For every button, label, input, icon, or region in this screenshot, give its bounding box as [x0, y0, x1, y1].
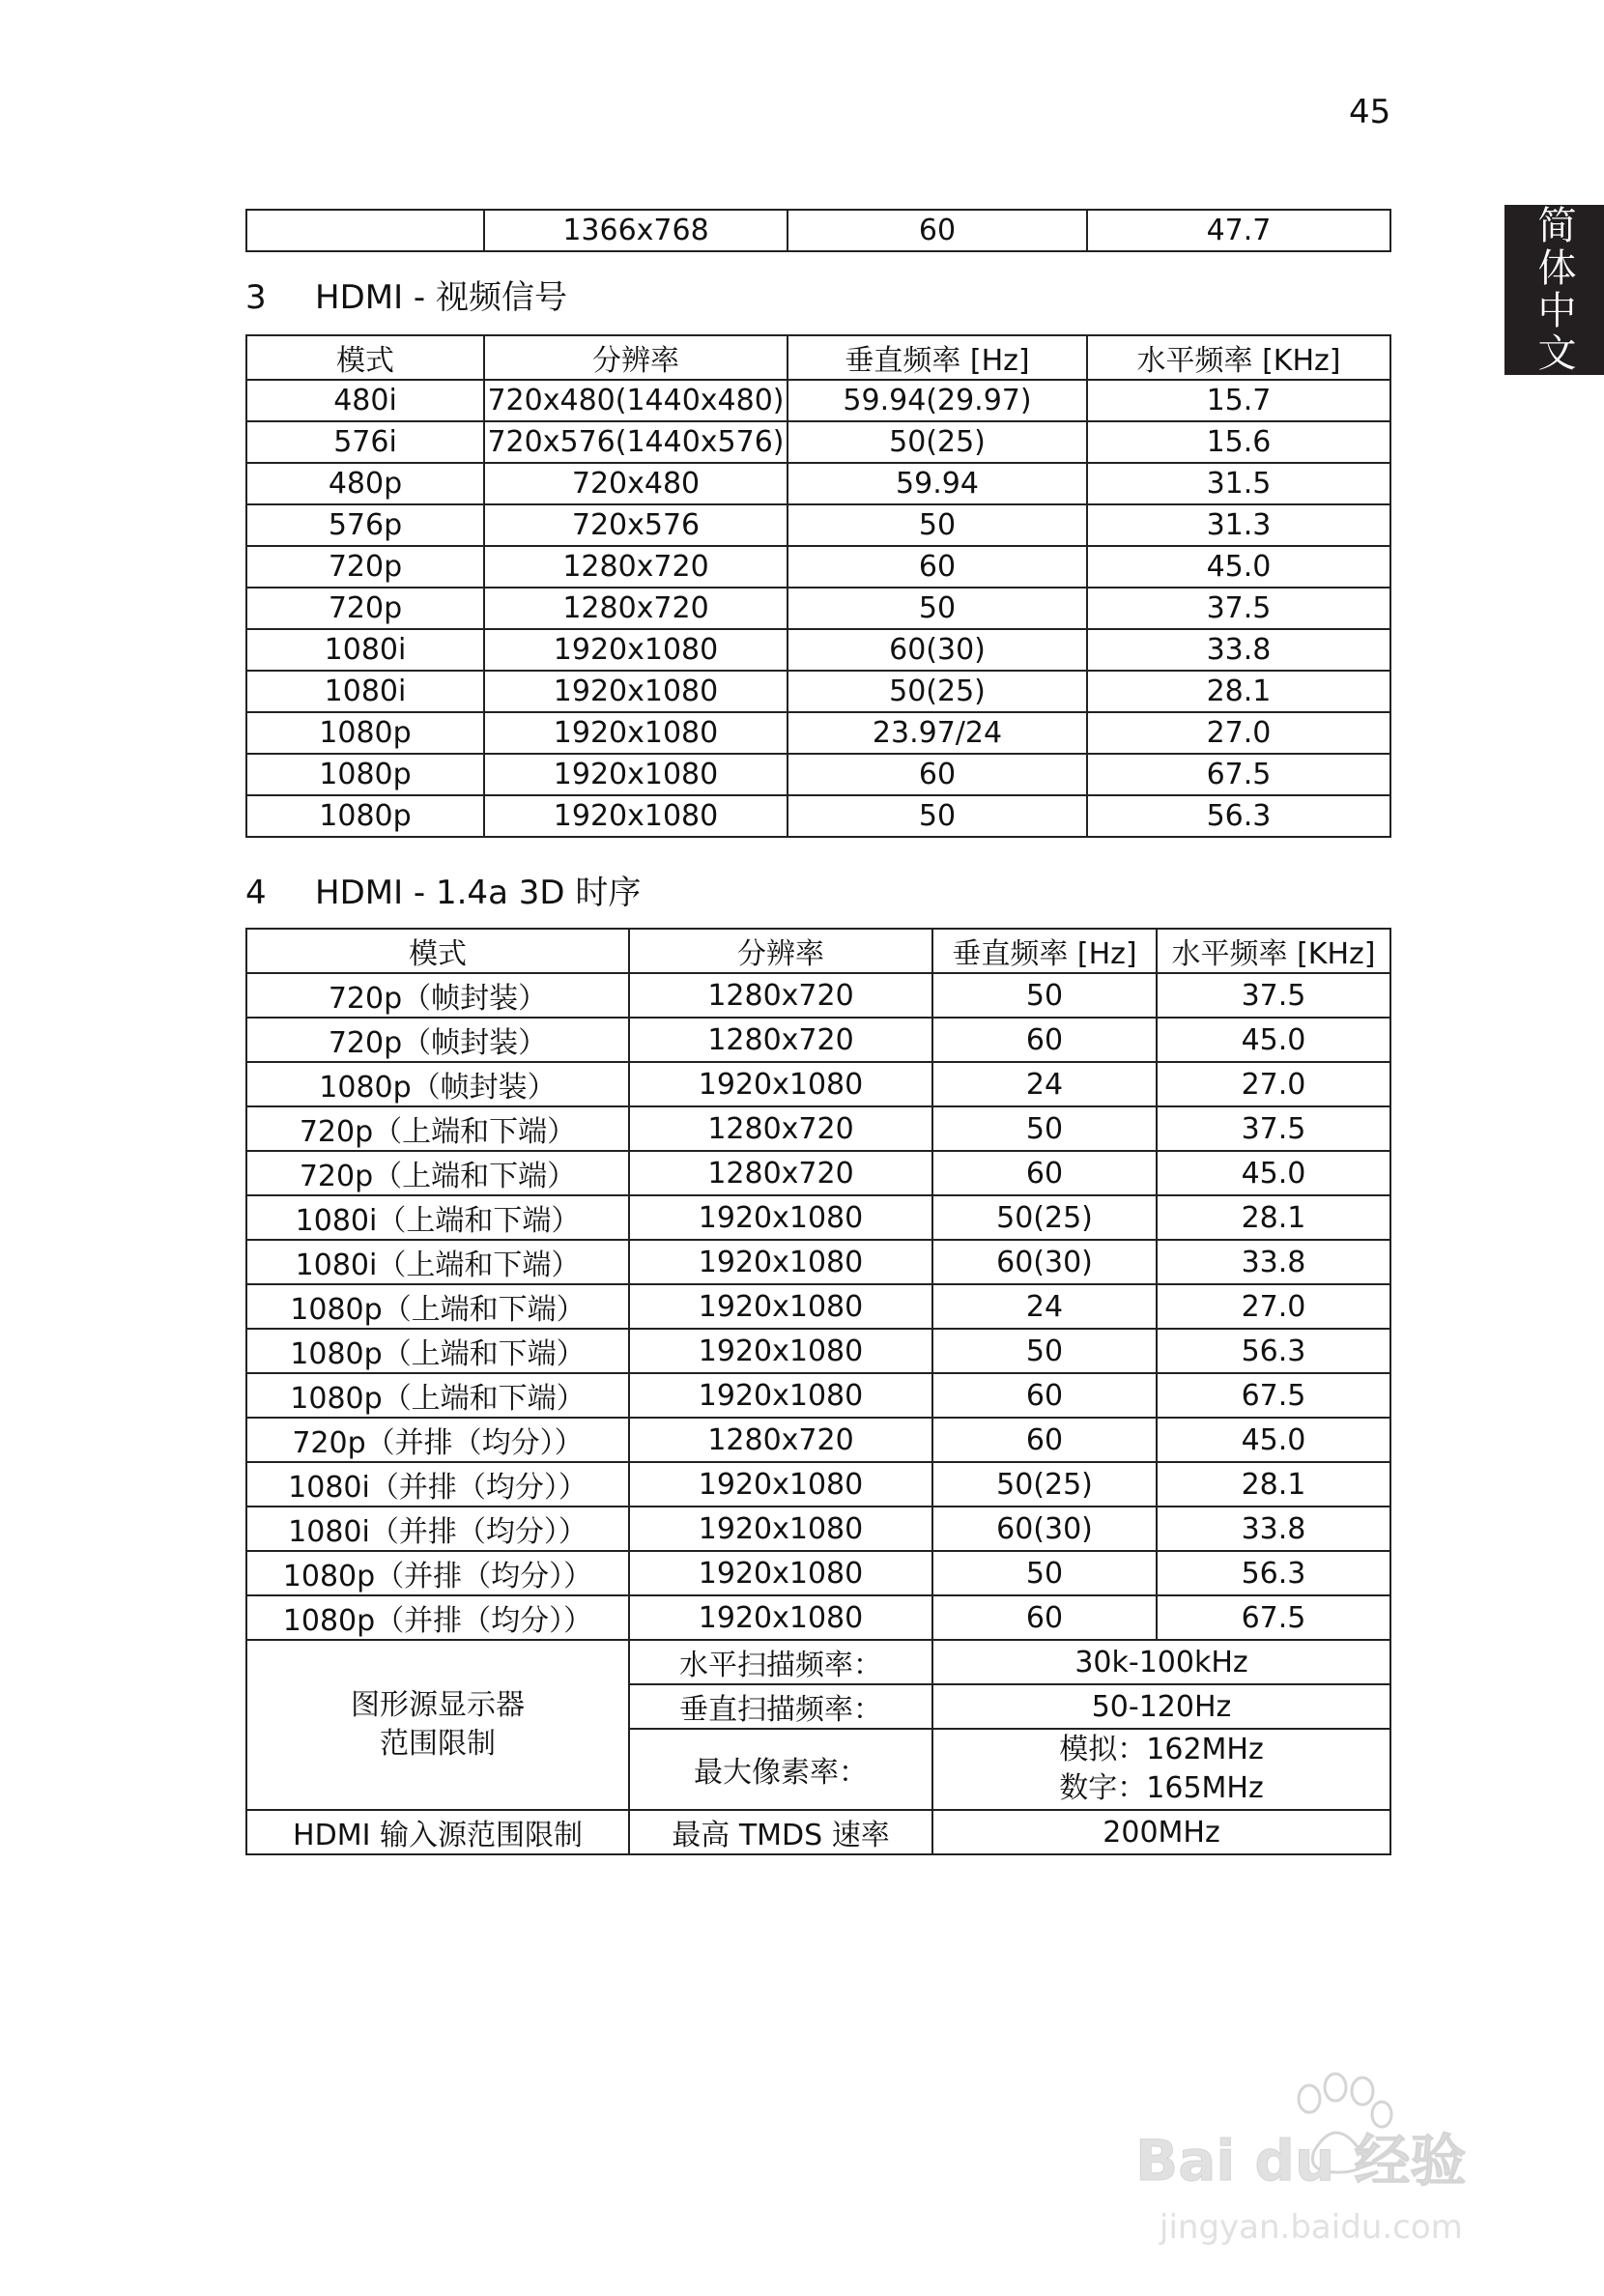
table-cell: 60: [788, 210, 1087, 251]
table-cell: 1920x1080: [629, 1373, 932, 1418]
table-cell: 1080p: [246, 795, 484, 837]
table-row: [246, 973, 1390, 1018]
table-row: [246, 754, 1390, 795]
table-cell: 1080i（上端和下端）: [246, 1240, 629, 1284]
table-cell: 60(30): [788, 629, 1087, 671]
table-cell: 27.0: [1157, 1062, 1390, 1106]
table-row: [246, 1418, 1390, 1462]
table-cell: 1920x1080: [629, 1195, 932, 1240]
table-cell: 37.5: [1157, 973, 1390, 1018]
table-cell: 67.5: [1157, 1595, 1390, 1640]
table-cell: 1080p（上端和下端）: [246, 1284, 629, 1329]
pixel-rate-value: [932, 1729, 1390, 1810]
table-cell: 720p（上端和下端）: [246, 1151, 629, 1195]
table-cell: 45.0: [1157, 1418, 1390, 1462]
table-cell: 1080i（并排（均分））: [246, 1507, 629, 1551]
table-cell: 60: [932, 1151, 1157, 1195]
language-side-tab: [1504, 205, 1604, 375]
table-cell: 47.7: [1087, 210, 1390, 251]
table-cell: 60: [932, 1418, 1157, 1462]
table-cell: 50: [788, 504, 1087, 546]
table-cell: 1920x1080: [484, 671, 788, 712]
table-cell: 1280x720: [629, 1418, 932, 1462]
table-cell: 576p: [246, 504, 484, 546]
hdmi-video-signal-table: [245, 334, 1391, 838]
table-cell: 1280x720: [484, 588, 788, 629]
table-cell: 1920x1080: [484, 712, 788, 754]
table-cell: 31.5: [1087, 463, 1390, 504]
graphics-source-limit-label-line: 范围限制: [380, 1727, 496, 1761]
table-cell: 720p: [246, 546, 484, 588]
table-cell: 1920x1080: [629, 1551, 932, 1595]
table-cell: 1080i（并排（均分））: [246, 1462, 629, 1507]
table-cell: 1280x720: [629, 973, 932, 1018]
table-cell: 1920x1080: [629, 1462, 932, 1507]
table-cell: 50: [788, 795, 1087, 837]
table-cell: 720p（上端和下端）: [246, 1106, 629, 1151]
table-cell: 50(25): [932, 1195, 1157, 1240]
table-cell: 1920x1080: [629, 1062, 932, 1106]
hdmi-limit-label: HDMI 输入源范围限制: [246, 1810, 629, 1854]
continued-timing-table: [245, 209, 1391, 252]
table-row: [246, 463, 1390, 504]
table-cell: 56.3: [1087, 795, 1390, 837]
table-cell: 24: [932, 1062, 1157, 1106]
table-cell: 50(25): [932, 1462, 1157, 1507]
table-cell: 576i: [246, 421, 484, 463]
column-header: 模式: [246, 335, 484, 380]
table-cell: 37.5: [1087, 588, 1390, 629]
table-row: [246, 1810, 1390, 1854]
table-cell: 1080p（并排（均分））: [246, 1551, 629, 1595]
table-cell: 1920x1080: [629, 1240, 932, 1284]
table-header-row: [246, 929, 1390, 973]
table-cell: 1280x720: [629, 1018, 932, 1062]
table-cell: 1080p: [246, 712, 484, 754]
tmds-value: 200MHz: [932, 1810, 1390, 1854]
column-header: 分辨率: [629, 929, 932, 973]
table-cell: 1920x1080: [629, 1284, 932, 1329]
range-limits: [246, 1640, 1390, 1854]
table-cell: 50: [932, 1329, 1157, 1373]
watermark-brand: Bai du 经验: [1135, 2128, 1467, 2194]
section-title: HDMI - 视频信号: [315, 278, 567, 317]
table-cell: 60: [932, 1373, 1157, 1418]
table-cell: 60(30): [932, 1240, 1157, 1284]
pixel-rate-digital: 数字：165MHz: [1059, 1771, 1264, 1805]
table-cell: 23.97/24: [788, 712, 1087, 754]
table-row: [246, 1284, 1390, 1329]
table-cell: 1920x1080: [629, 1595, 932, 1640]
table-cell: 67.5: [1157, 1373, 1390, 1418]
table-row: [246, 421, 1390, 463]
table-row: [246, 1373, 1390, 1418]
table-cell: 720p（并排（均分））: [246, 1418, 629, 1462]
table-cell: 480p: [246, 463, 484, 504]
section-number: 4: [245, 874, 267, 912]
table-cell: 1080p（上端和下端）: [246, 1329, 629, 1373]
table-row: [246, 671, 1390, 712]
watermark-url: jingyan.baidu.com: [1160, 2208, 1463, 2247]
table-cell: 1280x720: [484, 546, 788, 588]
table-row: [246, 504, 1390, 546]
table-row: [246, 1106, 1390, 1151]
table-cell: 33.8: [1087, 629, 1390, 671]
table-cell: 45.0: [1087, 546, 1390, 588]
table-row: [246, 629, 1390, 671]
table-cell: 50: [932, 973, 1157, 1018]
table-body: [246, 973, 1390, 1640]
table-cell: 1920x1080: [484, 754, 788, 795]
section-title: HDMI - 1.4a 3D 时序: [315, 874, 642, 912]
tmds-label: 最高 TMDS 速率: [629, 1810, 932, 1854]
table-body: [246, 380, 1390, 837]
table-row: [246, 712, 1390, 754]
section-number: 3: [245, 278, 267, 317]
table-cell: 59.94(29.97): [788, 380, 1087, 421]
graphics-source-limit-label: [246, 1640, 629, 1810]
table-cell: 60(30): [932, 1507, 1157, 1551]
table-row: [246, 1018, 1390, 1062]
column-header: 分辨率: [484, 335, 788, 380]
column-header: 水平频率 [KHz]: [1157, 929, 1390, 973]
table-cell: 1080i: [246, 671, 484, 712]
table-cell: 33.8: [1157, 1507, 1390, 1551]
table-cell: 50: [932, 1106, 1157, 1151]
table-cell: 720x480(1440x480): [484, 380, 788, 421]
language-side-tab-label: 简体中文: [1532, 205, 1576, 375]
table-cell: 1080i: [246, 629, 484, 671]
table-row: [246, 210, 1390, 251]
table-cell: 27.0: [1157, 1284, 1390, 1329]
table-row: [246, 1195, 1390, 1240]
table-row: [246, 1240, 1390, 1284]
table-cell: 720p（帧封装）: [246, 1018, 629, 1062]
baidu-jingyan-watermark: [1131, 2054, 1517, 2248]
table-cell: 56.3: [1157, 1329, 1390, 1373]
table-row: [246, 1507, 1390, 1551]
table-cell: 1080p（上端和下端）: [246, 1373, 629, 1418]
v-scan-value: 50-120Hz: [932, 1684, 1390, 1729]
table-cell: 1080p（并排（均分））: [246, 1595, 629, 1640]
table-row: [246, 1062, 1390, 1106]
table-cell: 60: [932, 1595, 1157, 1640]
table-cell: 60: [932, 1018, 1157, 1062]
column-header: 模式: [246, 929, 629, 973]
table-row: [246, 1462, 1390, 1507]
table-cell: 50(25): [788, 421, 1087, 463]
table-cell: [246, 210, 484, 251]
v-scan-label: 垂直扫描频率：: [629, 1684, 932, 1729]
page-number: 45: [1349, 93, 1391, 131]
table-cell: 1920x1080: [484, 629, 788, 671]
h-scan-value: 30k-100kHz: [932, 1640, 1390, 1684]
section-4-heading: [245, 866, 641, 913]
table-row: [246, 1640, 1390, 1684]
table-cell: 15.7: [1087, 380, 1390, 421]
table-row: [246, 1595, 1390, 1640]
table-cell: 50: [788, 588, 1087, 629]
table-cell: 33.8: [1157, 1240, 1390, 1284]
table-row: [246, 546, 1390, 588]
table-cell: 31.3: [1087, 504, 1390, 546]
table-cell: 67.5: [1087, 754, 1390, 795]
table-cell: 50: [932, 1551, 1157, 1595]
table-cell: 1366x768: [484, 210, 788, 251]
table-cell: 56.3: [1157, 1551, 1390, 1595]
column-header: 垂直频率 [Hz]: [932, 929, 1157, 973]
table-cell: 24: [932, 1284, 1157, 1329]
column-header: 水平频率 [KHz]: [1087, 335, 1390, 380]
pixel-rate-label: 最大像素率：: [629, 1729, 932, 1810]
table-cell: 59.94: [788, 463, 1087, 504]
table-cell: 50(25): [788, 671, 1087, 712]
table-cell: 1080i（上端和下端）: [246, 1195, 629, 1240]
graphics-source-limit-label-line: 图形源显示器: [351, 1688, 525, 1722]
section-3-heading: [245, 271, 567, 318]
table-cell: 720x576: [484, 504, 788, 546]
table-cell: 1080p（帧封装）: [246, 1062, 629, 1106]
table-cell: 28.1: [1157, 1462, 1390, 1507]
table-cell: 37.5: [1157, 1106, 1390, 1151]
table-cell: 1920x1080: [629, 1329, 932, 1373]
table-cell: 1280x720: [629, 1106, 932, 1151]
table-cell: 480i: [246, 380, 484, 421]
table-cell: 15.6: [1087, 421, 1390, 463]
table-cell: 28.1: [1087, 671, 1390, 712]
table-cell: 1280x720: [629, 1151, 932, 1195]
table-cell: 1920x1080: [629, 1507, 932, 1551]
table-cell: 1920x1080: [484, 795, 788, 837]
table-row: [246, 588, 1390, 629]
table-row: [246, 1329, 1390, 1373]
table-cell: 60: [788, 754, 1087, 795]
table-row: [246, 795, 1390, 837]
table-cell: 720x480: [484, 463, 788, 504]
table-cell: 720p: [246, 588, 484, 629]
table-cell: 45.0: [1157, 1151, 1390, 1195]
table-cell: 27.0: [1087, 712, 1390, 754]
table-cell: 720x576(1440x576): [484, 421, 788, 463]
table-cell: 28.1: [1157, 1195, 1390, 1240]
table-cell: 1080p: [246, 754, 484, 795]
table-row: [246, 1551, 1390, 1595]
table-cell: 720p（帧封装）: [246, 973, 629, 1018]
table-row: [246, 380, 1390, 421]
table-header-row: [246, 335, 1390, 380]
h-scan-label: 水平扫描频率：: [629, 1640, 932, 1684]
column-header: 垂直频率 [Hz]: [788, 335, 1087, 380]
table-row: [246, 1151, 1390, 1195]
pixel-rate-analog: 模拟：162MHz: [1059, 1733, 1264, 1766]
hdmi-3d-timing-table: [245, 928, 1391, 1855]
table-cell: 45.0: [1157, 1018, 1390, 1062]
table-cell: 60: [788, 546, 1087, 588]
